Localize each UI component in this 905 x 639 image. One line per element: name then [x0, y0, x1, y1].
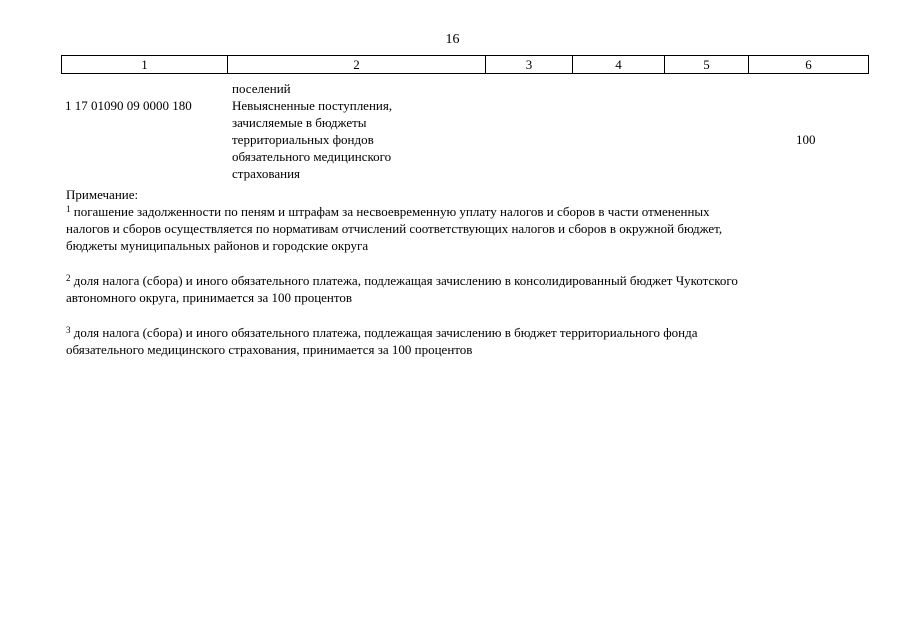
- footnote-marker: 2: [66, 273, 71, 283]
- row-value: 100: [796, 132, 816, 147]
- description-line: обязательного медицинского: [232, 149, 392, 164]
- description-line: зачисляемые в бюджеты: [232, 115, 367, 130]
- description-line: территориальных фондов: [232, 132, 374, 147]
- footnote-line: доля налога (сбора) и иного обязательного платежа, подлежащая зачислению в бюджет территориального фонда: [70, 325, 698, 340]
- footnote-marker: 1: [66, 204, 71, 214]
- column-header-1: 1: [62, 56, 228, 74]
- table-row: [65, 80, 865, 182]
- footnote-line: бюджеты муниципальных районов и городские округа: [66, 238, 369, 253]
- footnote-marker: 3: [66, 325, 71, 335]
- notes-section: [66, 186, 866, 358]
- notes-title: Примечание:: [66, 187, 139, 202]
- column-header-4: 4: [573, 56, 665, 74]
- footnote-3: [66, 324, 866, 358]
- column-header-row: [62, 56, 869, 74]
- footnote-line: погашение задолженности по пеням и штрафам за несвоевременную уплату налогов и сборов в части отмененных: [70, 204, 710, 219]
- column-header-3: 3: [486, 56, 573, 74]
- footnote-line: автономного округа, принимается за 100 процентов: [66, 290, 353, 305]
- footnote-line: налогов и сборов осуществляется по нормативам отчислений соответствующих налогов и сборов в окружной бюджет,: [66, 221, 723, 236]
- footnote-1: [66, 203, 866, 254]
- row-description: [232, 80, 452, 182]
- budget-code: 1 17 01090 09 0000 180: [65, 98, 192, 113]
- footnote-line: обязательного медицинского страхования, принимается за 100 процентов: [66, 342, 473, 357]
- description-line: поселений: [232, 81, 291, 96]
- column-header-table: [61, 55, 869, 74]
- column-header-6: 6: [749, 56, 869, 74]
- column-header-2: 2: [228, 56, 486, 74]
- page-number: 16: [445, 32, 460, 47]
- footnote-line: доля налога (сбора) и иного обязательного платежа, подлежащая зачислению в консолидированный бюджет Чукотского: [70, 273, 738, 288]
- description-line: страхования: [232, 166, 301, 181]
- description-line: Невыясненные поступления,: [232, 98, 393, 113]
- footnote-2: [66, 272, 866, 306]
- column-header-5: 5: [665, 56, 749, 74]
